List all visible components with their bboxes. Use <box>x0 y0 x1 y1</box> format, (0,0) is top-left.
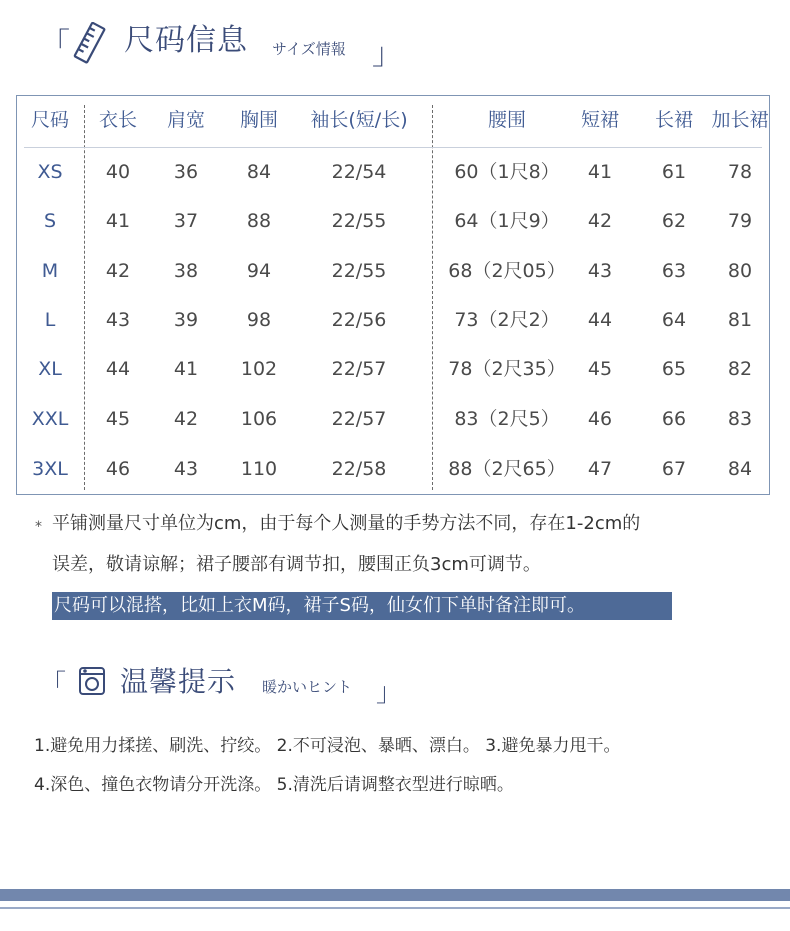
table-cell-long-skirt: 66 <box>661 408 687 430</box>
section2-subtitle: 暖かいヒント <box>262 678 353 696</box>
table-header-rule <box>24 147 762 148</box>
section2-bracket-open: 「 <box>40 670 67 700</box>
table-cell-chest: 110 <box>240 458 278 480</box>
table-cell-long-skirt: 61 <box>661 161 687 183</box>
table-cell-sleeve: 22/58 <box>331 458 387 480</box>
table-cell-length: 40 <box>105 161 131 183</box>
table-cell-waist: 64（1尺9） <box>454 210 560 232</box>
table-cell-size: 3XL <box>32 458 68 480</box>
table-cell-size: L <box>44 309 56 331</box>
section2-title: 温馨提示 <box>120 665 237 698</box>
table-cell-length: 42 <box>105 260 131 282</box>
table-cell-long-skirt: 63 <box>661 260 687 282</box>
table-cell-length: 41 <box>105 210 131 232</box>
table-cell-short-skirt: 46 <box>587 408 613 430</box>
table-cell-short-skirt: 44 <box>587 309 613 331</box>
table-cell-chest: 84 <box>246 161 272 183</box>
table-cell-extra-long-skirt: 81 <box>727 309 753 331</box>
table-header-size: 尺码 <box>30 109 70 131</box>
table-cell-long-skirt: 67 <box>661 458 687 480</box>
table-cell-sleeve: 22/56 <box>331 309 387 331</box>
table-cell-waist: 73（2尺2） <box>454 309 560 331</box>
table-header-waist: 腰围 <box>487 109 527 131</box>
table-cell-size: XS <box>37 161 63 183</box>
table-cell-length: 44 <box>105 358 131 380</box>
table-cell-extra-long-skirt: 84 <box>727 458 753 480</box>
table-header-shoulder: 肩宽 <box>166 109 206 131</box>
table-cell-long-skirt: 65 <box>661 358 687 380</box>
table-cell-short-skirt: 43 <box>587 260 613 282</box>
table-cell-long-skirt: 62 <box>661 210 687 232</box>
table-cell-extra-long-skirt: 80 <box>727 260 753 282</box>
table-header-long-skirt: 长裙 <box>654 109 694 131</box>
care-tip-line-2: 4.深色、撞色衣物请分开洗涤。 5.清洗后请调整衣型进行晾晒。 <box>34 775 514 795</box>
note-star: * <box>35 519 42 535</box>
section-subtitle: サイズ情報 <box>272 40 346 58</box>
table-cell-waist: 88（2尺65） <box>448 458 566 480</box>
table-cell-waist: 60（1尺8） <box>454 161 560 183</box>
washing-machine-icon <box>78 666 106 700</box>
table-header-length: 衣长 <box>98 109 138 131</box>
table-cell-chest: 106 <box>240 408 278 430</box>
table-cell-shoulder: 41 <box>173 358 199 380</box>
section-bracket-close: 」 <box>372 37 402 72</box>
section-bracket-open: 「 <box>40 27 70 62</box>
table-cell-length: 45 <box>105 408 131 430</box>
ruler-icon <box>72 22 108 70</box>
table-cell-long-skirt: 64 <box>661 309 687 331</box>
table-cell-waist: 78（2尺35） <box>448 358 566 380</box>
note-line-1: 平铺测量尺寸单位为cm，由于每个人测量的手势方法不同，存在1-2cm的 <box>52 513 641 534</box>
table-cell-size: XXL <box>31 408 69 430</box>
table-cell-extra-long-skirt: 83 <box>727 408 753 430</box>
table-cell-size: S <box>43 210 57 232</box>
care-tip-line-1: 1.避免用力揉搓、刷洗、拧绞。 2.不可浸泡、暴晒、漂白。 3.避免暴力甩干。 <box>34 736 621 756</box>
size-table <box>16 95 770 495</box>
table-cell-size: M <box>41 260 59 282</box>
table-cell-length: 43 <box>105 309 131 331</box>
table-cell-sleeve: 22/57 <box>331 358 387 380</box>
table-cell-short-skirt: 47 <box>587 458 613 480</box>
section-title: 尺码信息 <box>124 23 248 58</box>
footer-bar <box>0 889 790 901</box>
table-header-extra-long-skirt: 加长裙 <box>711 109 769 131</box>
table-header-chest: 胸围 <box>239 109 279 131</box>
mix-and-match-banner <box>52 592 672 620</box>
mix-and-match-text: 尺码可以混搭，比如上衣M码，裙子S码，仙女们下单时备注即可。 <box>54 595 585 616</box>
table-cell-sleeve: 22/54 <box>331 161 387 183</box>
table-cell-short-skirt: 42 <box>587 210 613 232</box>
table-cell-size: XL <box>38 358 62 380</box>
section2-bracket-close: 」 <box>376 678 403 708</box>
table-cell-extra-long-skirt: 82 <box>727 358 753 380</box>
note-line-2: 误差，敬请谅解；裙子腰部有调节扣，腰围正负3cm可调节。 <box>52 554 541 575</box>
table-cell-sleeve: 22/55 <box>331 210 387 232</box>
table-cell-shoulder: 43 <box>173 458 199 480</box>
table-cell-shoulder: 42 <box>173 408 199 430</box>
table-cell-waist: 68（2尺05） <box>448 260 566 282</box>
table-divider-left <box>84 105 85 490</box>
table-cell-length: 46 <box>105 458 131 480</box>
table-cell-shoulder: 37 <box>173 210 199 232</box>
table-cell-short-skirt: 41 <box>587 161 613 183</box>
table-cell-sleeve: 22/57 <box>331 408 387 430</box>
table-cell-short-skirt: 45 <box>587 358 613 380</box>
table-cell-shoulder: 39 <box>173 309 199 331</box>
table-divider-right <box>432 105 433 490</box>
table-cell-sleeve: 22/55 <box>331 260 387 282</box>
table-cell-chest: 94 <box>246 260 272 282</box>
table-cell-extra-long-skirt: 79 <box>727 210 753 232</box>
table-cell-chest: 98 <box>246 309 272 331</box>
table-cell-chest: 102 <box>240 358 278 380</box>
table-cell-chest: 88 <box>246 210 272 232</box>
table-cell-waist: 83（2尺5） <box>454 408 560 430</box>
table-header-short-skirt: 短裙 <box>580 109 620 131</box>
table-cell-shoulder: 36 <box>173 161 199 183</box>
footer-line <box>0 907 790 909</box>
table-header-sleeve: 袖长(短/长) <box>310 109 408 131</box>
table-cell-extra-long-skirt: 78 <box>727 161 753 183</box>
table-cell-shoulder: 38 <box>173 260 199 282</box>
